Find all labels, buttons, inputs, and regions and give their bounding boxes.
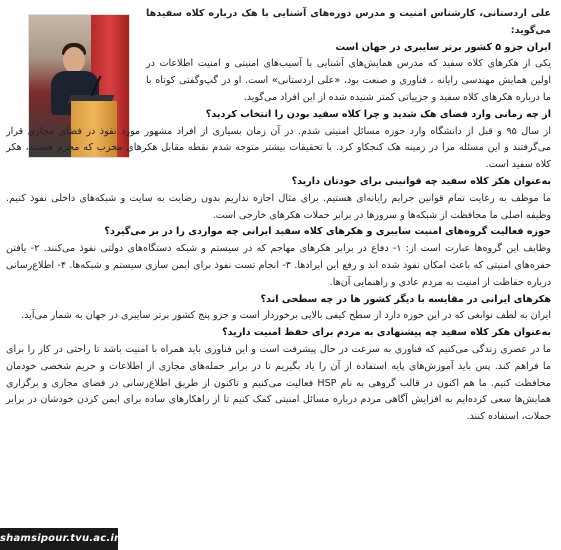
answer-1: از سال ۹۵ و قبل از دانشگاه وارد حوزه مسائل امنیتی شدم. در آن زمان بسیاری از افراد مشهور مورد نفوذ در فضای مجازی قرار می‌گرفتند و این مسئله مرا در زمینه هک کنجکاو کرد. با تحقیقات بیشتر متوجه شدم نقطه مقابل هکرهای مخرب که مجرم هستند، هکر کلاه سفید است. [6, 125, 551, 171]
answer-5: ما در عصری زندگی می‌کنیم که فناوری به سرعت در حال پیشرفت است و این فناوری باید همراه با امنیت باشد تا راحتی در کار را برای ما فراهم کند. پس باید آموزش‌های پایه استفاده از آن را یاد بگیریم تا در برابر حمله‌های مجازی از اطلاعات و حریم شخصی خودمان محافظت کنیم. ما هم اکنون در قالب گروهی به نام HSP فعالیت می‌کنیم و تاکنون از طریق اطلاع‌رسانی در فضای مجازی و برگزاری همایش‌ها سعی کرده‌ایم به افزایش آگاهی مردم درباره مسائل امنیتی کمک کنیم تا از راهکارهای ساده برای ایمن کردن خودشان در برابر حملات، استفاده کنند. [6, 343, 551, 423]
question-2: به‌عنوان هکر کلاه سفید چه قوانینی برای خودتان دارید؟ [291, 175, 551, 187]
answer-2: ما موظف به رعایت تمام قوانین جرایم رایانه‌ای هستیم. برای مثال اجازه نداریم بدون رضایت به سایت و شبکه‌های داخلی نفوذ کنیم. وظیفه اصلی ما محافظت از شبکه‌ها و سرورها در برابر حملات هکرهای خارجی است. [6, 192, 551, 221]
article-intro: علی اردستانی، کارشناس امنیت و مدرس دوره‌های آشنایی با هک درباره کلاه سفیدها می‌گوید: [146, 8, 551, 36]
question-5: به‌عنوان هکر کلاه سفید چه پیشنهادی به مردم برای حفظ امنیت دارید؟ [222, 327, 551, 339]
question-1: از چه زمانی وارد فضای هک شدید و چرا کلاه سفید بودن را انتخاب کردید؟ [205, 108, 551, 120]
site-watermark: shamsipour.tvu.ac.ir [0, 528, 118, 550]
article-text [6, 6, 551, 426]
question-3: حوزه فعالیت گروه‌های امنیت سایبری و هکرهای کلاه سفید ایرانی چه مواردی را در بر می‌گیرد؟ [104, 226, 551, 238]
answer-4: ایران به لطف نوابغی که در این حوزه دارد از سطح کیفی بالایی برخوردار است و جزو پنج کشور برتر سایبری در جهان به شمار می‌آید. [21, 310, 551, 322]
article-headline: ایران جزو ۵ کشور برتر سایبری در جهان است [335, 41, 551, 53]
answer-3: وظایف این گروه‌ها عبارت است از: ۱- دفاع در برابر هکرهای مهاجم که در سیستم و شبکه دستگاه‌های دولتی نفوذ می‌کنند. ۲- یافتن حفره‌های امنیتی که باعث امکان نفوذ شده اند و رفع این ایرادها. ۳- انجام تست نفوذ برای ایمن سازی سیستم و شبکه‌ها. ۴- اطلاع‌رسانی درباره حفاظت از امنیت به مردم عادی و راهنمایی آن‌ها. [6, 243, 551, 288]
question-4: هکرهای ایرانی در مقایسه با دیگر کشور ها در چه سطحی اند؟ [260, 293, 551, 305]
article-lead: یکی از هکرهای کلاه سفید که مدرس همایش‌های آشنایی با آسیب‌های امنیتی و امنیت اطلاعات در اولین همایش مهندسی رایانه ، فناوری و صنعت بود، «علی اردستانی» است. او در گپ‌وگفتی کوتاه با ما درباره هکرهای کلاه سفید و جزییاتی کمتر شنیده شده از این افراد می‌گوید. [146, 58, 551, 103]
